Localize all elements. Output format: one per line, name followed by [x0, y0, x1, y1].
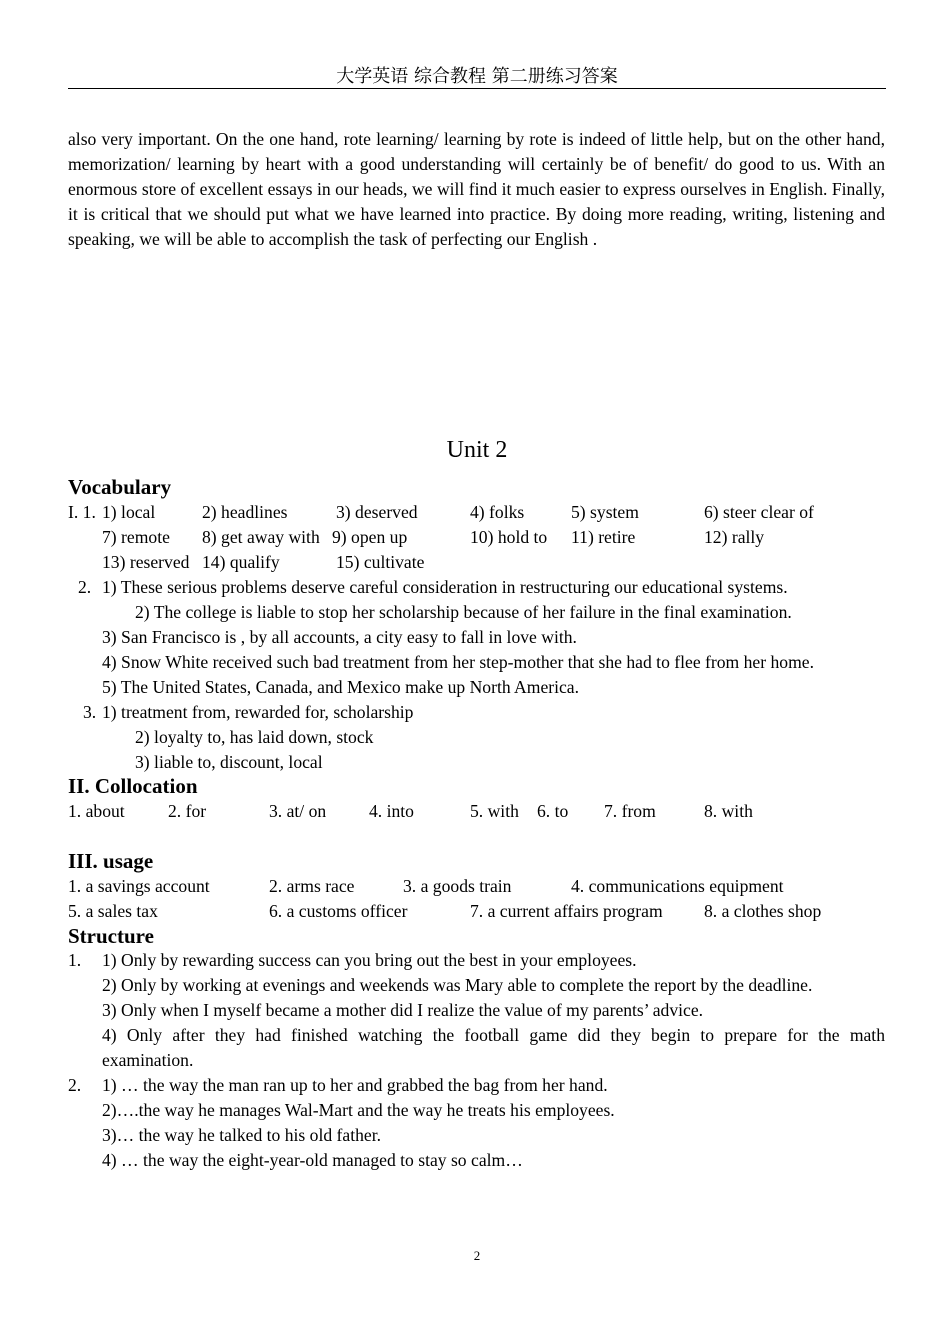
vocab-q2-answer: 4) Snow White received such bad treatment from her step-mother that she had to flee from her home. — [102, 652, 814, 672]
header-divider — [68, 88, 886, 89]
vocab-q2-answer: 2) The college is liable to stop her scholarship because of her failure in the final examination. — [135, 602, 792, 622]
vocab-item: 7) remote — [102, 527, 170, 547]
usage-item: 7. a current affairs program — [470, 901, 663, 921]
vocab-item: 14) qualify — [202, 552, 280, 572]
usage-item: 1. a savings account — [68, 876, 210, 896]
vocab-item: 8) get away with — [202, 527, 320, 547]
vocab-item: 1) local — [102, 502, 156, 522]
usage-item: 4. communications equipment — [571, 876, 784, 896]
unit-title: Unit 2 — [446, 437, 508, 463]
collocation-item: 7. from — [604, 801, 656, 821]
vocab-q3-answer: 1) treatment from, rewarded for, scholarship — [102, 702, 414, 722]
vocabulary-heading: Vocabulary — [68, 475, 172, 499]
vocab-q2-answer: 3) San Francisco is , by all accounts, a city easy to fall in love with. — [102, 627, 577, 647]
vocab-q3-answer: 3) liable to, discount, local — [135, 752, 323, 772]
vocab-section-label: I. 1. — [68, 502, 96, 522]
structure-q2-answer: 3)… the way he talked to his old father. — [102, 1125, 381, 1145]
collocation-item: 6. to — [537, 801, 569, 821]
vocab-q2-answer: 1) These serious problems deserve careful consideration in restructuring our educational systems. — [102, 577, 788, 597]
vocab-q3-answer: 2) loyalty to, has laid down, stock — [135, 727, 374, 747]
collocation-item: 2. for — [168, 801, 207, 821]
page-number: 2 — [473, 1248, 481, 1263]
vocab-item: 5) system — [571, 502, 639, 522]
collocation-item: 8. with — [704, 801, 753, 821]
intro-paragraph: also very important. On the one hand, rote learning/ learning by rote is indeed of little help, but on the other hand, memorization/ learning by heart with a good understanding will certainly be of benefit/ do good to us. With an enormous store of excellent essays in our heads, we will find it much easier to express ourselves in English. Finally, it is critical that we should put what we have learned into practice. By doing more reading, writing, listening and speaking, we will be able to accomplish the task of perfecting our English . — [68, 129, 885, 249]
vocab-q3-label: 3. — [83, 702, 97, 722]
structure-q2-answer: 2)….the way he manages Wal-Mart and the way he treats his employees. — [102, 1100, 615, 1120]
collocation-item: 5. with — [470, 801, 519, 821]
vocab-item: 12) rally — [704, 527, 765, 547]
structure-q1-answer-continued: examination. — [102, 1050, 194, 1070]
structure-q2-label: 2. — [68, 1075, 82, 1095]
vocab-item: 13) reserved — [102, 552, 190, 572]
vocab-q2-answer: 5) The United States, Canada, and Mexico make up North America. — [102, 677, 580, 697]
vocab-q2-label: 2. — [78, 577, 92, 597]
vocab-item: 10) hold to — [470, 527, 548, 547]
collocation-item: 1. about — [68, 801, 125, 821]
structure-heading: Structure — [68, 924, 154, 948]
collocation-item: 4. into — [369, 801, 414, 821]
usage-item: 6. a customs officer — [269, 901, 408, 921]
usage-item: 2. arms race — [269, 876, 355, 896]
vocab-item: 3) deserved — [336, 502, 418, 522]
structure-q1-answer: 4) Only after they had finished watching the football game did they begin to prepare for the math — [102, 1025, 885, 1045]
vocab-item: 15) cultivate — [336, 552, 425, 572]
structure-q2-answer: 4) … the way the eight-year-old managed to stay so calm… — [102, 1150, 523, 1170]
structure-q1-answer: 2) Only by working at evenings and weekends was Mary able to complete the report by the deadline. — [102, 975, 813, 995]
usage-heading: III. usage — [68, 849, 154, 873]
vocab-item: 4) folks — [470, 502, 525, 522]
usage-item: 3. a goods train — [403, 876, 512, 896]
usage-item: 5. a sales tax — [68, 901, 158, 921]
collocation-item: 3. at/ on — [269, 801, 327, 821]
collocation-heading: II. Collocation — [68, 774, 198, 798]
page-header-title: 大学英语 综合教程 第二册练习答案 — [336, 66, 618, 87]
vocab-item: 2) headlines — [202, 502, 288, 522]
structure-q2-answer: 1) … the way the man ran up to her and grabbed the bag from her hand. — [102, 1075, 608, 1095]
structure-q1-answer: 3) Only when I myself became a mother did I realize the value of my parents’ advice. — [102, 1000, 704, 1020]
usage-item: 8. a clothes shop — [704, 901, 822, 921]
vocab-item: 6) steer clear of — [704, 502, 814, 522]
vocab-item: 11) retire — [571, 527, 636, 547]
structure-q1-answer: 1) Only by rewarding success can you bring out the best in your employees. — [102, 950, 637, 970]
structure-q1-label: 1. — [68, 950, 82, 970]
vocab-item: 9) open up — [332, 527, 408, 547]
